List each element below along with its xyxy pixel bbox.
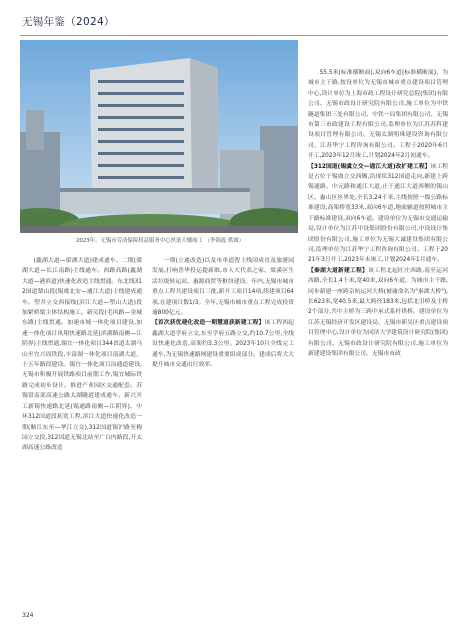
section1 [152, 318, 294, 370]
section2-text: 该工程是占位于锡虞立交西侧,沿现状312国道走向,新建上跨锡通路、中元路和通江大道,止于通江大道西侧的锡山区、惠山区区界处,全长3.24千米,主线按照一级公路标准建设,高架桥宽33米,双向6车道,地面辅道按照城市主干路标准建设,双向6车道。建设单位为无锡市交通运输局,设计单位为江苏中设集团股份有限公司,中设设计集团股份有限公司,施工单位为无锡大诚建设集团有限公司,监理单位为江苏华宁工程咨询有限公司。工程于2021年3月开工,2023年末竣工,计划2024年1月通车。 [308, 163, 448, 264]
body-column-left [22, 256, 142, 586]
column3-paragraph: 55.5米(标准横断面),双向6车道(标准横断面)。为城市主干路,按设单位为无锡市城市重点建设项目管理中心,设计单位为上海市政工程设计研究总院(集团)有限公司、无锡市政设计研究院有限公司,施工单位为中铁隧道集团三处有限公司、中铁一局集团有限公司、无锡市第三市政建设工程有限公司,监理单位为江苏苏科建设项目管理有限公司、无锡太湖明珠建设咨询有限公司、江苏华宁工程咨询有限公司。工程于2020年6月开工,2023年12月竣工,计划2024年2月初通车。 [308, 70, 448, 160]
body-column-right [308, 68, 448, 628]
section3-title: 【秦湖大道新建工程】 [308, 267, 369, 274]
building-photo [20, 40, 298, 233]
section1-title: 【首次获优建化改造一期慧道获新建工程】 [152, 320, 265, 327]
building-photo-illustration [20, 40, 298, 233]
page-header-title: 无锡年鉴（2024） [22, 16, 115, 28]
section3-text: 该工程北起旺庄西路,南至运河西路,全长1.4千米,宽40米,双向6车道。为城市主干路,同步新建一座跨京杭运河大桥(被逾命名为"秦湖大桥"),长623米,宽40.5米,最大跨径183米,包括北引桥及主桥2个部分,共中主桥为三跨中承式系杆拱桥。建设单位为江苏无锡经济开发区建设局、无锡市新吴区重点建设项目管理中心,设计单位为同济大学建筑设计研究院(集团)有限公司、无锡市政设计研究院有限公司,施工单位为新建建设集团有限公司、无锡市市政 [308, 267, 448, 357]
page-number: 324 [22, 612, 34, 619]
section1-text: 该工程西起鑫湖大道学府立交,东至学府五路立交,约10.7公里,全线设快速化改造,高架约3.3公里。2023年10月全线完工通车,为无锡快速路网建设重要组成部分。建成后将大大提升城市交通出行效率。 [152, 320, 294, 369]
header-divider [20, 35, 448, 36]
body-column-middle [152, 256, 294, 586]
section2 [308, 162, 448, 266]
column2-paragraph: 一期(立通改造)以及市单道智上线国成直及旅游园发展,打响普华投运提新维,市人大代表之家、梁溪区生活垃圾转运站、惠源商贸等枢纽建设。年内,无锡市城市重点工程共建设项目三批,新开工项目14项,续建项目64项,在建项目数1/3。全年,无锡市城市重点工程完成投资逾800亿元。 [152, 258, 294, 317]
section2-title: 【312国道(锡虞立交—通江大道)改扩建工程】 [308, 163, 431, 170]
column1-paragraph: (鑫湖大道—梁湖大道)建成通车。二期(梁湖大道—长江南路)主线通车。西路高路(鑫湖大道—港滨道)快速化改造主线贯通。东北线312国道梨山段(锡虞北安—通江大道)主线建成通车。塑井立交西接线(滨江大道—塑山大道)段加紧桥梁主体结构施工。新吴段(毛风路—金城东路)主线贯通。加速市域一体化项目建设,加速一体化项目凤翔快速路北延(滨湖路南侧—江阴界)主线贯通,锡宜一体化项目344省道太湖马山至宜兴周铁段,丰富湖一体化项目南湖大道、十五年路段建设。锡宜一体化项目沿通道建设,无锡市积极开展铁路项目前期工作,锡宜城际铁路完成初步设计。推进产业园区交通配套。苏锡常南部高速公路太湖隧道建成通车。新兴开工新锡快速路北延(锡通路南侧—江阴界)、中环312国道段拓宽工程,滨江大道快速化改造一期(顺江东至—华江立交),312国道锡沪路至梅园立交段,312国道无锡北站至广白内路段,开太湖高速公路改造 [22, 258, 142, 452]
section3 [308, 266, 448, 360]
photo-caption: 2023年，无锡市劳动保障权益服务中心丝条大楼竣工 （李锦霞 供图） [75, 238, 245, 244]
